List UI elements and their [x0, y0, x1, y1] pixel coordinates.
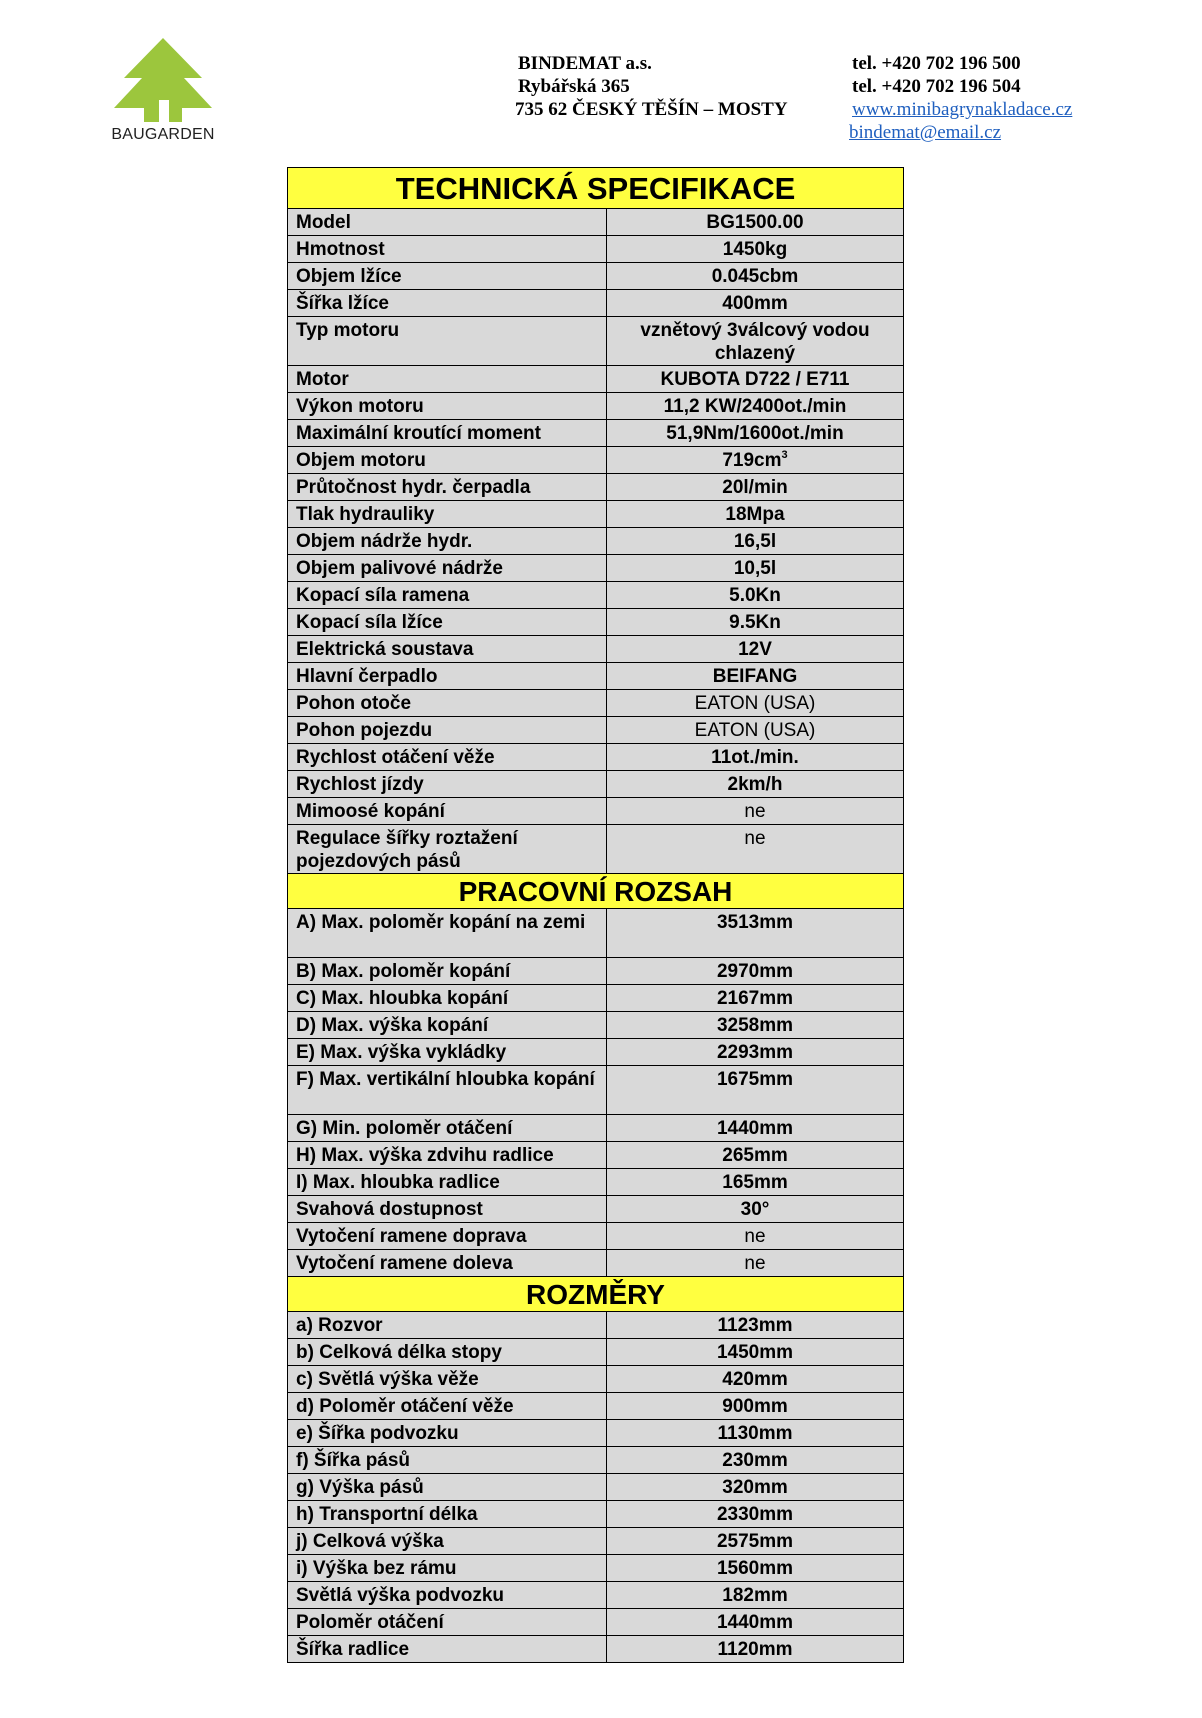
row-value-text: 719cm [722, 450, 782, 471]
table-row [288, 1501, 904, 1528]
row-label: Motor [288, 366, 607, 393]
table-row [288, 1366, 904, 1393]
row-value-text: 2km/h [727, 774, 783, 795]
phone-1: tel. +420 702 196 500 [852, 53, 1021, 74]
row-value [607, 1528, 904, 1555]
row-value [607, 447, 904, 474]
table-row [288, 1393, 904, 1420]
row-value-text: 1130mm [717, 1423, 793, 1444]
section-title: TECHNICKÁ SPECIFIKACE [288, 168, 904, 209]
row-value-text: 230mm [722, 1450, 788, 1471]
table-row [288, 290, 904, 317]
row-label: Průtočnost hydr. čerpadla [288, 474, 607, 501]
table-row [288, 663, 904, 690]
section-header [288, 1277, 904, 1312]
row-value [607, 744, 904, 771]
row-value-text: 165mm [722, 1172, 788, 1193]
table-row [288, 1474, 904, 1501]
row-label: e) Šířka podvozku [288, 1420, 607, 1447]
row-value-text: 1120mm [717, 1639, 793, 1660]
row-value-text: 3513mm [716, 912, 794, 933]
row-value [607, 1447, 904, 1474]
row-value [607, 1609, 904, 1636]
row-label: E) Max. výška vykládky [288, 1039, 607, 1066]
row-value [607, 1142, 904, 1169]
row-label: Maximální kroutící moment [288, 420, 607, 447]
row-label: D) Max. výška kopání [288, 1012, 607, 1039]
table-row [288, 825, 904, 874]
table-row [288, 1528, 904, 1555]
row-value [607, 1223, 904, 1250]
row-value-text: 320mm [722, 1477, 788, 1498]
row-label: h) Transportní délka [288, 1501, 607, 1528]
table-row [288, 1555, 904, 1582]
table-row [288, 1169, 904, 1196]
row-label: Mimoosé kopání [288, 798, 607, 825]
row-label: Typ motoru [288, 317, 607, 366]
section-title: ROZMĚRY [288, 1277, 904, 1312]
table-row [288, 1066, 904, 1115]
row-label: Šířka radlice [288, 1636, 607, 1663]
row-label: Kopací síla lžíce [288, 609, 607, 636]
row-value-text: 51,9Nm/1600ot./min [666, 423, 844, 444]
email-link[interactable]: bindemat@email.cz [849, 122, 1002, 143]
row-value-text: ne [744, 1226, 766, 1247]
row-label: d) Poloměr otáčení věže [288, 1393, 607, 1420]
table-row [288, 1196, 904, 1223]
row-label: G) Min. poloměr otáčení [288, 1115, 607, 1142]
row-value-text: 2167mm [716, 988, 794, 1009]
table-row [288, 1609, 904, 1636]
table-row [288, 420, 904, 447]
row-label: Světlá výška podvozku [288, 1582, 607, 1609]
row-label: Objem motoru [288, 447, 607, 474]
row-value [607, 798, 904, 825]
table-row [288, 1115, 904, 1142]
row-value [607, 1169, 904, 1196]
row-label: Hmotnost [288, 236, 607, 263]
row-value [607, 609, 904, 636]
row-label: Vytočení ramene doleva [288, 1250, 607, 1277]
row-value-text: 900mm [722, 1396, 788, 1417]
row-label: B) Max. poloměr kopání [288, 958, 607, 985]
table-row [288, 909, 904, 958]
row-label: Regulace šířky roztažení pojezdových pásů [288, 825, 607, 874]
row-value-text: EATON (USA) [694, 720, 816, 741]
tree-house-icon [104, 38, 222, 128]
row-value-text: 182mm [722, 1585, 788, 1606]
row-value-text: 11ot./min. [711, 747, 799, 768]
row-value-text: ne [744, 828, 766, 849]
row-label: Model [288, 209, 607, 236]
row-value [607, 958, 904, 985]
row-label: Hlavní čerpadlo [288, 663, 607, 690]
row-value-text: 12V [738, 639, 772, 660]
row-label: a) Rozvor [288, 1312, 607, 1339]
section-header [288, 874, 904, 909]
row-value-text: ne [744, 1253, 766, 1274]
row-value [607, 1555, 904, 1582]
row-value [607, 501, 904, 528]
row-value-text: 1440mm [716, 1118, 794, 1139]
row-value [607, 690, 904, 717]
row-label: Kopací síla ramena [288, 582, 607, 609]
row-value-text: 16,5l [733, 531, 777, 552]
table-row [288, 1420, 904, 1447]
table-row [288, 209, 904, 236]
row-label: Vytočení ramene doprava [288, 1223, 607, 1250]
row-value-text: 2330mm [716, 1504, 794, 1525]
table-row [288, 1142, 904, 1169]
row-value-text: 18Mpa [725, 504, 785, 525]
row-value [607, 393, 904, 420]
row-value [607, 1066, 904, 1115]
row-value [607, 1196, 904, 1223]
row-value [607, 1420, 904, 1447]
row-value-text: 20l/min [722, 477, 788, 498]
row-value-text: 1123mm [717, 1315, 793, 1336]
row-label: c) Světlá výška věže [288, 1366, 607, 1393]
table-row [288, 582, 904, 609]
row-value-text: 0.045cbm [711, 266, 799, 287]
row-label: Elektrická soustava [288, 636, 607, 663]
row-value-text: KUBOTA D722 / E711 [660, 369, 850, 390]
row-value [607, 1250, 904, 1277]
row-value [607, 555, 904, 582]
row-value [607, 1393, 904, 1420]
row-value [607, 366, 904, 393]
row-label: F) Max. vertikální hloubka kopání [288, 1066, 607, 1115]
row-value-text: ne [744, 801, 766, 822]
row-value-text: BG1500.00 [706, 212, 804, 233]
table-row [288, 609, 904, 636]
table-row [288, 744, 904, 771]
row-value [607, 582, 904, 609]
row-label: Pohon pojezdu [288, 717, 607, 744]
row-value [607, 909, 904, 958]
phone-2: tel. +420 702 196 504 [852, 76, 1021, 97]
row-value-text: 10,5l [733, 558, 777, 579]
row-label: Rychlost otáčení věže [288, 744, 607, 771]
row-value-text: 1560mm [716, 1558, 794, 1579]
company-street: Rybářská 365 [518, 76, 630, 97]
row-label: Šířka lžíce [288, 290, 607, 317]
row-label: Objem nádrže hydr. [288, 528, 607, 555]
table-row [288, 985, 904, 1012]
table-row [288, 1582, 904, 1609]
row-value [607, 236, 904, 263]
section-title: PRACOVNÍ ROZSAH [288, 874, 904, 909]
table-row [288, 1339, 904, 1366]
row-label: Objem lžíce [288, 263, 607, 290]
row-value-text: 420mm [722, 1369, 788, 1390]
table-row [288, 1636, 904, 1663]
row-value-text: BEIFANG [712, 666, 798, 687]
row-label: Rychlost jízdy [288, 771, 607, 798]
row-value-text: 2293mm [716, 1042, 794, 1063]
row-label: g) Výška pásů [288, 1474, 607, 1501]
row-label: I) Max. hloubka radlice [288, 1169, 607, 1196]
table-row [288, 528, 904, 555]
row-value [607, 290, 904, 317]
row-value [607, 717, 904, 744]
row-value [607, 1582, 904, 1609]
row-label: Objem palivové nádrže [288, 555, 607, 582]
table-row [288, 263, 904, 290]
company-city: 735 62 ČESKÝ TĚŠÍN – MOSTY [515, 99, 788, 120]
row-value-text: 3258mm [716, 1015, 794, 1036]
table-row [288, 447, 904, 474]
row-value [607, 1312, 904, 1339]
company-address [515, 52, 788, 121]
row-value [607, 474, 904, 501]
table-row [288, 771, 904, 798]
row-value [607, 663, 904, 690]
row-value-text: 9.5Kn [729, 612, 781, 633]
row-value [607, 825, 904, 874]
table-row [288, 717, 904, 744]
row-value-text: 30° [740, 1199, 770, 1220]
row-value-text: 400mm [722, 293, 788, 314]
table-row [288, 366, 904, 393]
row-value-text: EATON (USA) [694, 693, 816, 714]
row-value [607, 420, 904, 447]
table-row [288, 1250, 904, 1277]
table-row [288, 393, 904, 420]
row-label: H) Max. výška zdvihu radlice [288, 1142, 607, 1169]
row-label: Poloměr otáčení [288, 1609, 607, 1636]
row-value-text: 1440mm [716, 1612, 794, 1633]
row-label: Výkon motoru [288, 393, 607, 420]
company-name: BINDEMAT a.s. [518, 53, 652, 74]
table-row [288, 1039, 904, 1066]
row-value [607, 1039, 904, 1066]
row-value [607, 1636, 904, 1663]
row-label: b) Celková délka stopy [288, 1339, 607, 1366]
row-value-text: 2575mm [716, 1531, 794, 1552]
row-label: Tlak hydrauliky [288, 501, 607, 528]
table-row [288, 501, 904, 528]
row-value-text: 265mm [722, 1145, 788, 1166]
row-value [607, 985, 904, 1012]
row-value-text: 1675mm [716, 1069, 794, 1090]
spec-table [287, 167, 904, 1663]
table-row [288, 317, 904, 366]
table-row [288, 1012, 904, 1039]
row-value [607, 1339, 904, 1366]
table-row [288, 1223, 904, 1250]
row-value [607, 771, 904, 798]
row-label: C) Max. hloubka kopání [288, 985, 607, 1012]
row-value-sup: 3 [781, 449, 788, 461]
row-value [607, 1115, 904, 1142]
row-value [607, 636, 904, 663]
row-label: Pohon otoče [288, 690, 607, 717]
table-row [288, 1447, 904, 1474]
row-value [607, 1501, 904, 1528]
table-row [288, 474, 904, 501]
table-row [288, 958, 904, 985]
row-value [607, 209, 904, 236]
website-link[interactable]: www.minibagrynakladace.cz [852, 99, 1073, 120]
row-value-text: 11,2 KW/2400ot./min [663, 396, 847, 417]
table-row [288, 236, 904, 263]
row-value-text: vznětový 3válcový vodou chlazený [640, 320, 870, 364]
table-row [288, 555, 904, 582]
row-value [607, 1366, 904, 1393]
row-value [607, 263, 904, 290]
contact-block [849, 52, 1073, 144]
table-row [288, 1312, 904, 1339]
row-value [607, 1474, 904, 1501]
row-value-text: 1450kg [722, 239, 788, 260]
table-row [288, 798, 904, 825]
row-label: f) Šířka pásů [288, 1447, 607, 1474]
table-row [288, 636, 904, 663]
row-value-text: 2970mm [716, 961, 794, 982]
row-value [607, 1012, 904, 1039]
row-label: Svahová dostupnost [288, 1196, 607, 1223]
row-value-text: 5.0Kn [729, 585, 781, 606]
row-label: j) Celková výška [288, 1528, 607, 1555]
row-value [607, 317, 904, 366]
row-label: i) Výška bez rámu [288, 1555, 607, 1582]
section-header [288, 168, 904, 209]
row-value-text: 1450mm [716, 1342, 794, 1363]
row-label: A) Max. poloměr kopání na zemi [288, 909, 607, 958]
row-value [607, 528, 904, 555]
baugarden-logo [104, 38, 222, 150]
logo-text: BAUGARDEN [111, 126, 215, 143]
table-row [288, 690, 904, 717]
